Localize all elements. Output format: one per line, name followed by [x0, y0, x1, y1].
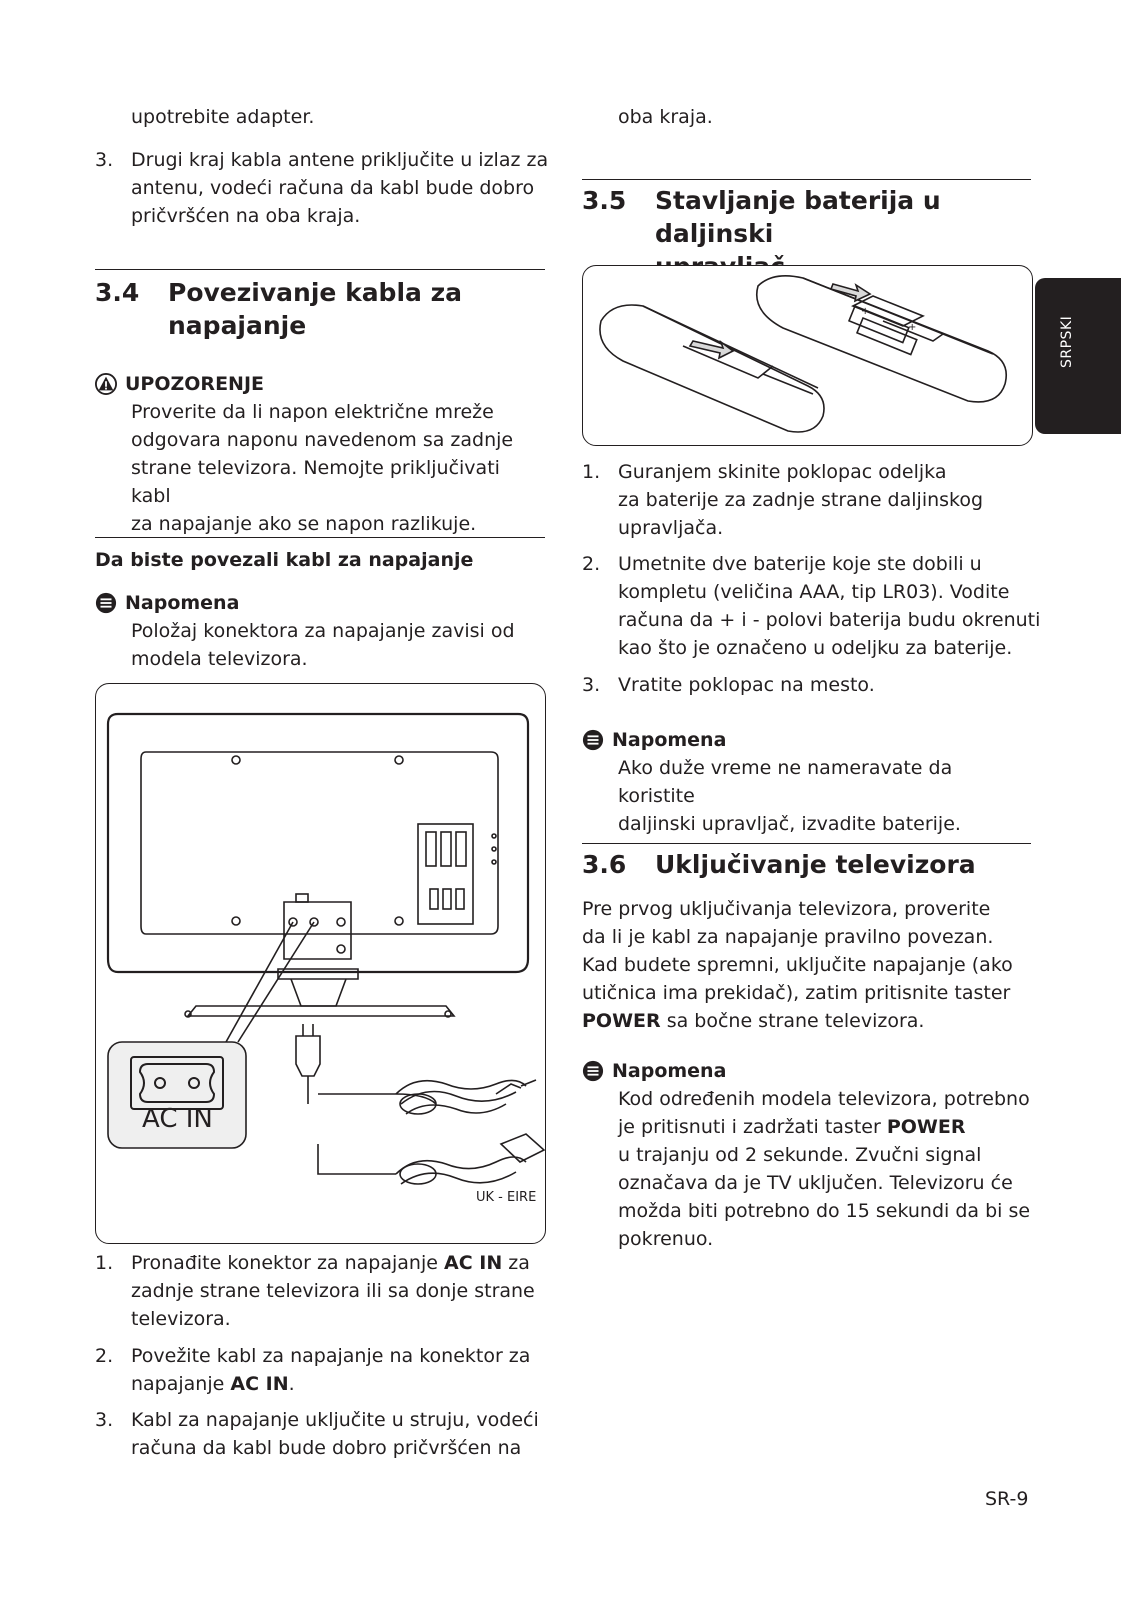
note-icon	[582, 729, 604, 751]
list-text: Guranjem skinite poklopac odeljka	[618, 461, 947, 483]
note-text: daljinski upravljač, izvadite baterije.	[618, 813, 961, 835]
note-label: Napomena	[612, 1060, 727, 1082]
note-text: Kod određenih modela televizora, potrebno	[618, 1088, 1030, 1110]
note-label: Napomena	[612, 729, 727, 751]
list-text: pričvršćen na oba kraja.	[131, 205, 361, 227]
note-text: označava da je TV uključen. Televizoru će	[618, 1172, 1013, 1194]
section-heading-3-6	[582, 848, 1032, 881]
list-text: upravljača.	[618, 517, 724, 539]
note-text: je pritisnuti i zadržati taster POWER	[618, 1116, 966, 1138]
section-rule	[95, 269, 545, 270]
svg-text:+: +	[908, 322, 917, 333]
warning-text: za napajanje ako se napon razlikuje.	[131, 513, 477, 535]
section-title: Povezivanje kabla za	[168, 278, 463, 307]
list-text: računa da kabl bude dobro pričvršćen na	[131, 1437, 522, 1459]
list-number: 2.	[582, 553, 601, 575]
note-label: Napomena	[125, 592, 240, 614]
warning-text: strane televizora. Nemojte priključivati kabl	[131, 457, 500, 507]
uk-eire-label: UK - EIRE	[476, 1190, 537, 1205]
note-text: u trajanju od 2 sekunde. Zvučni signal	[618, 1144, 982, 1166]
list-number: 1.	[582, 461, 601, 483]
section-rule	[582, 843, 1031, 844]
list-number: 3.	[95, 149, 114, 171]
section-number: 3.6	[582, 850, 627, 879]
list-text: za baterije za zadnje strane daljinskog	[618, 489, 984, 511]
power-on-paragraph: Pre prvog uključivanja televizora, proverite da li je kabl za napajanje pravilno povezan. Kad budete spremni, uključite napajanje (ako utičnica ima prekidač), zatim pritisnite taster POWER sa bočne strane televizora.	[582, 898, 1013, 1032]
language-tab-label: SRPSKI	[1059, 315, 1075, 368]
list-item	[95, 1249, 581, 1333]
note-text: modela televizora.	[131, 648, 308, 670]
list-text: Umetnite dve baterije koje ste dobili u	[618, 553, 982, 575]
list-text: Vratite poklopac na mesto.	[618, 674, 875, 696]
ac-in-term: AC IN	[443, 1252, 503, 1274]
section-title: napajanje	[168, 311, 307, 340]
warning-label: UPOZORENJE	[125, 373, 264, 395]
section-rule	[95, 537, 545, 538]
list-text: zadnje strane televizora ili sa donje strane	[131, 1280, 535, 1302]
section-number: 3.5	[582, 186, 627, 215]
section-number: 3.4	[95, 278, 140, 307]
list-text: Pronađite konektor za napajanje AC IN za	[131, 1252, 530, 1274]
list-text: računa da + i - polovi baterija budu okrenuti	[618, 609, 1041, 631]
list-text: napajanje AC IN.	[131, 1373, 295, 1395]
list-text: Drugi kraj kabla antene priključite u izlaz za	[131, 149, 549, 171]
note-text: možda biti potrebno do 15 sekundi da bi se	[618, 1200, 1031, 1222]
list-number: 2.	[95, 1345, 114, 1367]
list-text: kompletu (veličina AAA, tip LR03). Vodite	[618, 581, 1010, 603]
note-text: Položaj konektora za napajanje zavisi od	[131, 620, 515, 642]
svg-text:+: +	[861, 306, 870, 317]
section-title: Uključivanje televizora	[655, 850, 976, 879]
tv-power-figure	[95, 683, 546, 1244]
list-item	[582, 550, 1078, 662]
section-heading-3-4	[95, 276, 545, 342]
remote-illustration	[583, 266, 1032, 445]
continued-text: upotrebite adapter.	[131, 106, 315, 128]
note-box	[582, 1057, 1042, 1253]
list-text: televizora.	[131, 1308, 231, 1330]
tv-back-illustration	[96, 684, 545, 1243]
warning-text: odgovara naponu navedenom sa zadnje	[131, 429, 514, 451]
list-item	[95, 1406, 581, 1462]
list-text: Kabl za napajanje uključite u struju, vodeći	[131, 1409, 539, 1431]
list-number: 3.	[582, 674, 601, 696]
note-text: pokrenuo.	[618, 1228, 714, 1250]
note-text: Ako duže vreme ne nameravate da koristite	[618, 757, 953, 807]
note-icon	[95, 592, 117, 614]
page-number: SR-9	[985, 1488, 1029, 1510]
section-rule	[582, 179, 1031, 180]
ac-in-term: AC IN	[230, 1373, 289, 1395]
list-item	[95, 1342, 581, 1398]
list-text: kao što je označeno u odeljku za baterije.	[618, 637, 1013, 659]
warning-text: Proverite da li napon električne mreže	[131, 401, 494, 423]
warning-box	[95, 370, 545, 538]
list-text: antenu, vodeći računa da kabl bude dobro	[131, 177, 535, 199]
list-item	[95, 146, 581, 230]
section-title: Stavljanje baterija u daljinski	[655, 186, 941, 248]
power-term: POWER	[582, 1010, 661, 1032]
subheading: Da biste povezali kabl za napajanje	[95, 549, 474, 571]
list-text: Povežite kabl za napajanje na konektor za	[131, 1345, 531, 1367]
list-number: 1.	[95, 1252, 114, 1274]
warning-icon	[95, 373, 117, 395]
language-tab	[1035, 278, 1121, 434]
note-icon	[582, 1060, 604, 1082]
power-term: POWER	[886, 1116, 966, 1138]
list-number: 3.	[95, 1409, 114, 1431]
note-box	[95, 589, 545, 673]
list-item	[582, 671, 1068, 699]
ac-in-label: AC IN	[142, 1104, 213, 1134]
note-box	[582, 726, 1032, 838]
list-item	[582, 458, 1068, 542]
remote-battery-figure	[582, 265, 1033, 446]
continued-text: oba kraja.	[618, 106, 713, 128]
